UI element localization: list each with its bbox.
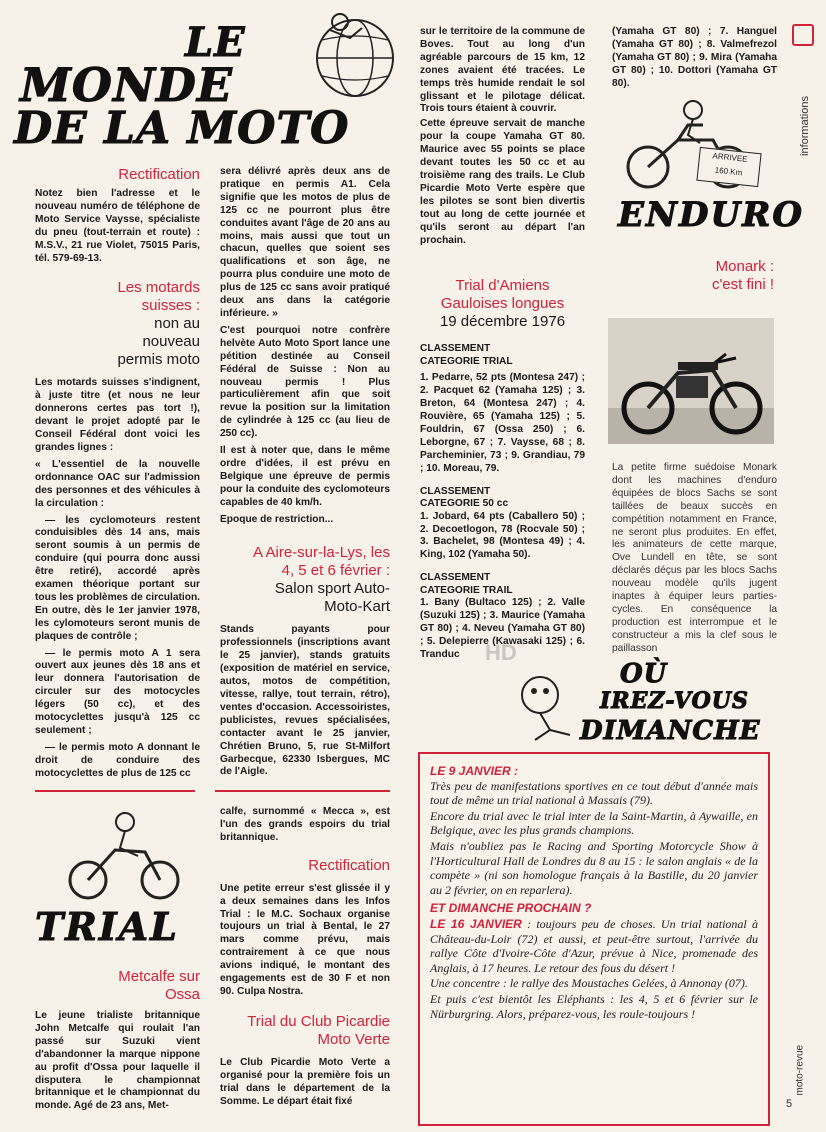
agenda-heading: LE 16 JANVIER [430, 916, 522, 931]
agenda-heading: ET DIMANCHE PROCHAIN ? [430, 901, 592, 916]
ou-irez-title [580, 659, 770, 760]
motards-suisses-title: Les motards suisses : [117, 279, 200, 315]
agenda-text: Mais n'oubliez pas le Racing and Sporting Motorcycle Show à l'Horticultural Hall de Londres du 8 au 15 : le salon anglais « de la compète » (ni son homologue français à la Bastille, du 20 janvier au 2 février, on en reparlera). [430, 838, 758, 897]
agenda-text: Et puis c'est bientôt les Eléphants : les 4, 5 et 6 février sur le Nürburgring. Alors, préparez-vous, les roule-toujours ! [430, 991, 758, 1021]
page-number: 5 [786, 1098, 793, 1110]
result-text: 1. Jobard, 64 pts (Caballero 50) ; 2. Decoetlogon, 78 (Rocvale 50) ; 3. Bachelet, 98 (Montesa 49) ; 4. King, 102 (Yamaha 50). [420, 510, 585, 561]
agenda-item [430, 976, 758, 991]
rectification-2-text: Une petite erreur s'est glissée il y a deux semaines dans les Infos Trial : le M.C. Sochaux organise toujours un trial à Bental, le 27 mars comme prévu, mais contrairement à ce que nous avions indiqué, le montant des engagements est de 30 F et non 90. Culpa Nostra. [220, 882, 390, 997]
divider [35, 790, 195, 792]
amiens-date: 19 décembre 1976 [439, 313, 566, 331]
picardie-text: Le Club Picardie Moto Verte a organisé pour la première fois un trial dans le département de la Somme. Le départ était fixé [220, 1056, 390, 1107]
agenda-item [430, 901, 758, 916]
paragraph: C'est pourquoi notre confrère helvète Auto Moto Sport lance une pétition destinée au Conseil Fédéral de Suisse : Non au nouveau permis ! Plus particulièrement afin que soit revue la position sur la limitation de cylindrée à 125 cc (au lieu de 250 cc). [220, 324, 390, 440]
ou-irez-box [418, 752, 770, 1126]
agenda-text: Très peu de manifestations sportives en ce tout début d'année mais tout de même un trial national à Massais (79). [430, 778, 758, 808]
aire-subtitle: Salon sport Auto-Moto-Kart [274, 580, 390, 616]
amiens-title: Trial d'Amiens Gauloises longues [440, 277, 565, 313]
title-line: IREZ-VOUS [600, 688, 749, 714]
title-line-le: LE [185, 19, 246, 66]
amiens-results [420, 343, 585, 661]
paragraph: — le permis moto A 1 sera ouvert aux jeunes dès 18 ans et leur donnera l'autorisation de circuler sur des motocycles légers (50 cc), et des motocyclettes jusqu'à 125 cc seulement ; [35, 647, 200, 736]
mr-logo-icon [792, 24, 814, 46]
paragraph: « L'essentiel de la nouvelle ordonnance OAC sur l'admission des personnes et des véhicules à la circulation : [35, 458, 200, 509]
paragraph: sera délivré après deux ans de pratique en permis A1. Cela signifie que les motos de plus de 125 cc ne pourront plus être conduites avant l'âge de 20 ans au moins, mais aussi que tout un chacun, quelles que soient ses qualifications et son âge, ne pourra plus conduire une moto de plus de 125 cc sans avoir pratiqué deux ans dans la catégorie inférieure. » [220, 166, 390, 319]
paragraph: Il est à noter que, dans le même ordre d'idées, il est prévu en Belgique une épreuve de permis pour la conduite des cyclomoteurs capables de 40 km/h. [220, 445, 390, 508]
monark-title: Monark : c'est fini ! [711, 258, 774, 293]
metcalfe-text: Le jeune trialiste britannique John Metcalfe qui roulait l'an passé sur Suzuki vient d'abandonner la marque nippone au profit d'Ossa pour laquelle il disputera le championnat britannique et le championnat du monde. Agé de 23 ans, Met- [35, 1010, 200, 1112]
title-line: OÙ [620, 659, 668, 689]
result-label: CLASSEMENT CATEGORIE TRIAL [420, 343, 513, 367]
agenda-item [430, 764, 758, 808]
agenda-text: Encore du trial avec le trial inter de la Saint-Martin, à Aywaille, en Belgique, avec les plus grands champions. [430, 808, 758, 838]
agenda-text: Une concentre : le rallye des Moustaches Gelées, à Annonay (07). [430, 976, 748, 991]
result-text: 1. Pedarre, 52 pts (Montesa 247) ; 2. Pacquet 62 (Yamaha 125) ; 3. Breton, 64 (Montesa 247) ; 4. Rouvière, 65 (Yamaha 125) ; 5. Fouldrin, 67 (Ossa 250) ; 6. Leborgne, 67 ; 7. Vaysse, 68 ; 8. Parcheminier, 73 ; 9. Grandiau, 79 ; 10. Moreau, 79. [420, 372, 585, 474]
result-label: CLASSEMENT CATEGORIE 50 cc [420, 485, 509, 510]
agenda-heading: LE 9 JANVIER : [430, 764, 519, 778]
aire-title: A Aire-sur-la-Lys, les 4, 5 et 6 février : [253, 544, 390, 580]
trail-results-cont: (Yamaha GT 80) ; 7. Hanguel (Yamaha GT 80) ; 8. Valmefrezol (Yamaha GT 80) ; 9. Mira (Yamaha GT 80) ; 10. Dottori (Yamaha GT 80). [612, 26, 777, 89]
paragraph: Les motards suisses s'indignent, à juste titre (et nous ne leur donnerons certes pas tort !), devant le projet adopté par le Conseil Fédéral dont voici les grandes lignes : [35, 377, 200, 453]
motards-suisses-subtitle: non au nouveau permis moto [117, 315, 200, 369]
metcalfe-title: Metcalfe sur Ossa [118, 968, 200, 1003]
monark-text: La petite firme suédoise Monark dont les machines d'enduro équipées de blocs Sachs se sont taillées de beaux succès en compétition notamment en France, ne seront plus produites. En effet, les animateurs de cette marque, Ove Lundell en tête, se sont déclarés déçus par les blocs Sachs nouveau modèle qu'ils jugent inaptes à équiper leurs parties-cycles. En conséquence la production est interrompue et le constructeur a mis la clef sous le paillasson [612, 462, 777, 654]
sign-text: ARRIVEE [712, 151, 748, 164]
rectification-text: Notez bien l'adresse et le nouveau numéro de téléphone de Moto Service Vaysse, spécialiste du pneu (tout-terrain et route) : M.S.V., 21 rue Violet, 75015 Paris, tél. 579-69-13. [35, 188, 200, 264]
boves-text: sur le territoire de la commune de Boves. Tout au long d'un agréable parcours de 15 km, 12 zones avaient été tracées. Le temps très humide rendait le sol glissant et le pilotage délicat. Trois tours étaient à couvrir. [420, 26, 585, 115]
enduro-logo: ENDURO [618, 195, 805, 235]
result-label: CLASSEMENT CATEGORIE TRAIL [420, 572, 513, 596]
title-line-de-la-moto: DE LA MOTO [14, 103, 350, 154]
agenda-item [430, 917, 758, 975]
magazine-name: moto-revue [794, 1044, 806, 1096]
agenda-text: : toujours peu de choses. Un trial national à Château-du-Loir (72) et aussi, et peut-être surtout, l'arrivée du rallye Côte d'Ivoire-Côte d'Azur, prévue à Nice, promenade des Anglais, à 17 heures. Le retour des fous du désert ! [430, 916, 758, 975]
rectification-title: Rectification [118, 166, 200, 183]
metcalfe-text-cont: calfe, surnommé « Mecca », est l'un des grands espoirs du trial britannique. [220, 806, 390, 843]
agenda-item [430, 809, 758, 838]
watermark: HD [485, 640, 517, 665]
rectification-2-title: Rectification [308, 856, 390, 874]
boves-text-2: Cette épreuve servait de manche pour la coupe Yamaha GT 80. Maurice avec 55 points se place devant toutes les 50 cc et au troisième rang des trails. Le Club Picardie Moto Verte espère que les pilotes se sont bien divertis tout au long de cette journée et qu'ils seront au départ l'an prochain. [420, 118, 585, 246]
trial-logo: TRIAL [35, 904, 179, 949]
agenda-item [430, 839, 758, 897]
paragraph: — le permis moto A donnant le droit de conduire des motocyclettes de plus de 125 cc [35, 741, 200, 779]
paragraph: — les cyclomoteurs restent conduisibles dès 14 ans, mais seront soumis à un permis de conduire (qui pourra donc aussi être retiré), accordé après examen théorique portant sur tous les problèmes de circulation. En outre, dès le 1er janvier 1978, les cylomoteurs seront munis de plaques de contrôle ; [35, 514, 200, 642]
section-label [790, 20, 820, 200]
aire-text: Stands payants pour professionnels (inscriptions avant le 25 janvier), stands gratuits (exposition de matériel en service, autos, motos de compétition, vitesse, rallye, tout terrain, rétro), ventes d'occasion. Accessoiristes, publicistes, revues spécialisées, contacter avant le 25 janvier, Chrétien Bruno, 5, rue St-Milfort Garbecque, 62330 Isbergues, MC de l'Aigle. [220, 624, 390, 778]
title-line: DIMANCHE [580, 716, 761, 746]
result-text: 1. Bany (Bultaco 125) ; 2. Valle (Suzuki 125) ; 3. Maurice (Yamaha GT 80) ; 4. Neveu (Yamaha GT 80) ; 5. Delepierre (Kawasaki 125) ; 6. Tranduc [420, 597, 585, 660]
title-line-monde: MONDE [20, 58, 233, 112]
suisses-article [35, 377, 200, 780]
suisses-article-cont [220, 166, 390, 526]
globe-icon [300, 8, 405, 103]
sign-text: 160 Km [714, 165, 743, 178]
arrivee-sign-icon [696, 147, 761, 187]
agenda-item [430, 992, 758, 1021]
monark-motorcycle-photo [608, 318, 774, 444]
paragraph: Epoque de restriction... [220, 513, 334, 525]
trial-rider-icon [60, 810, 190, 905]
divider [215, 790, 390, 792]
picardie-title: Trial du Club Picardie Moto Verte [247, 1012, 390, 1048]
informations-label: informations [799, 96, 811, 156]
